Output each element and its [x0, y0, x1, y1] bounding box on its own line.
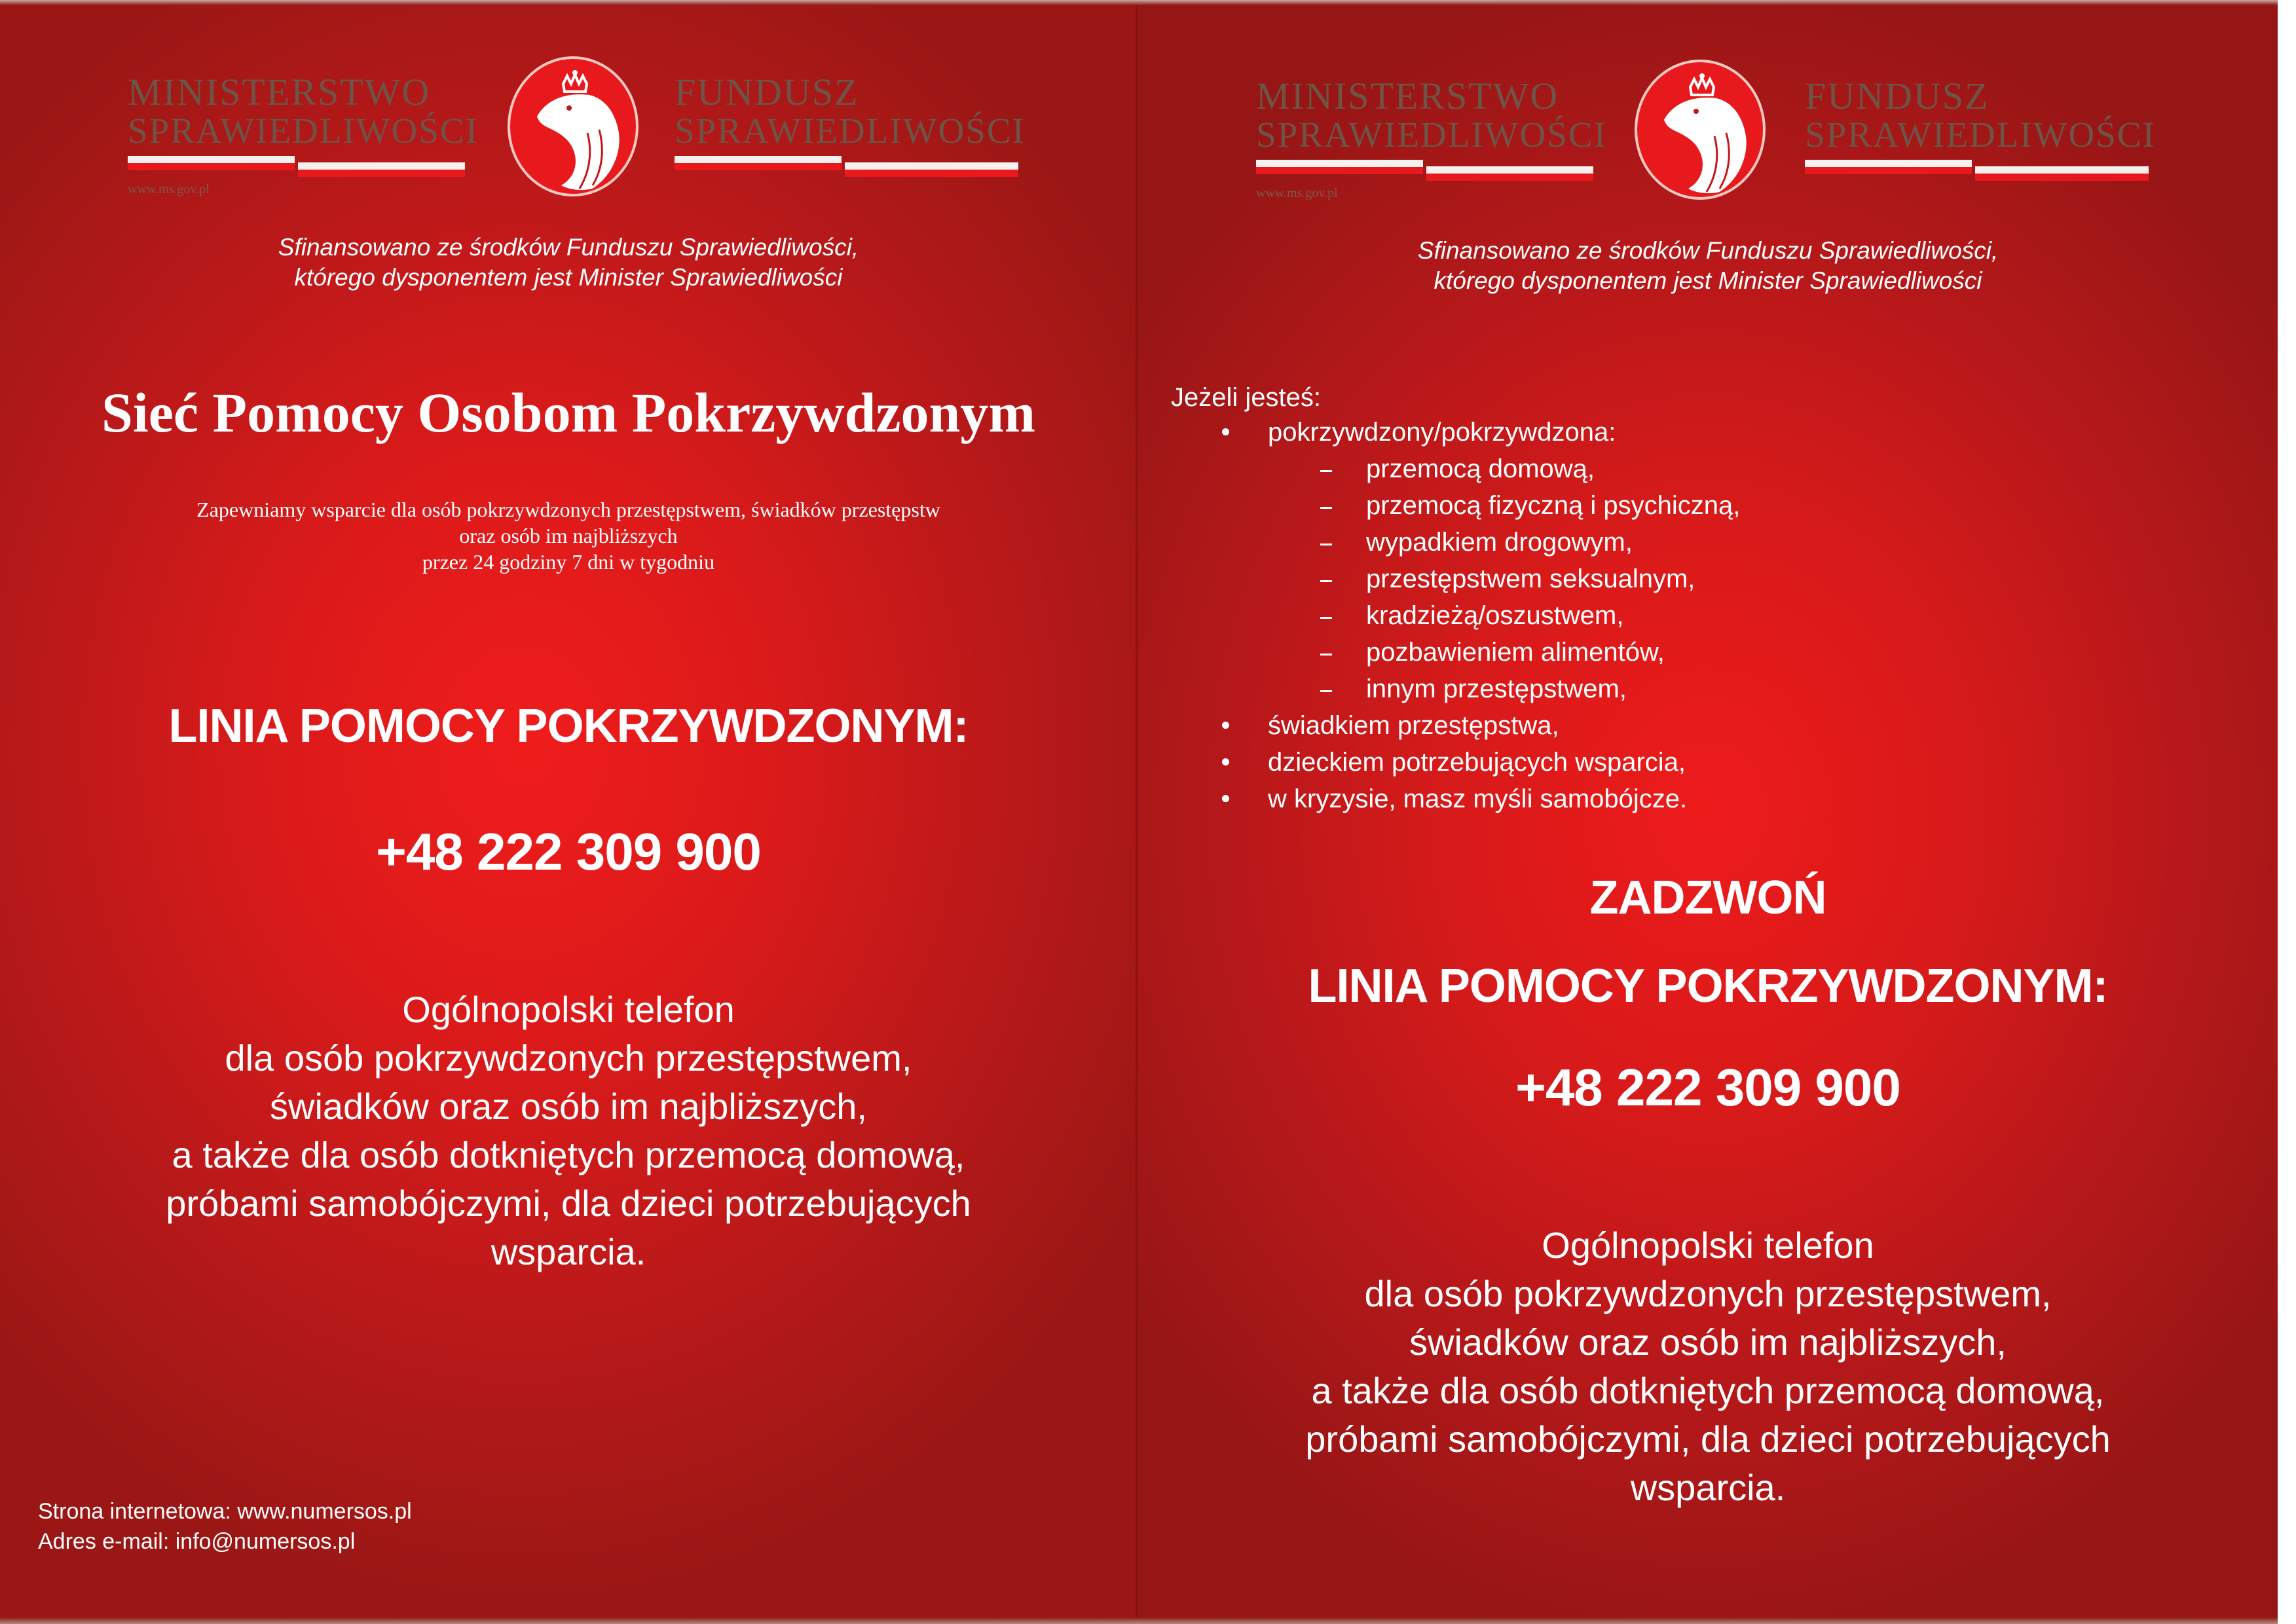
eligibility-list — [1222, 414, 2204, 817]
ministry-url: www.ms.gov.pl — [1256, 186, 1338, 200]
list-sub-item — [1320, 451, 2204, 487]
flag-bar — [1805, 160, 1972, 174]
left-panel — [0, 0, 1137, 1624]
funding-notice-line: którego dysponentem jest Minister Sprawiedliwości — [1434, 267, 1982, 294]
list-item-text: przemocą fizyczną i psychiczną, — [1366, 491, 1741, 520]
list-item — [1222, 707, 2204, 744]
ministry-url: www.ms.gov.pl — [128, 182, 210, 196]
list-item-text: pozbawieniem alimentów, — [1366, 638, 1665, 667]
helpline-heading: LINIA POMOCY POKRZYWDZONYM: — [1308, 960, 2108, 1012]
support-statement-line: Zapewniamy wsparcie dla osób pokrzywdzonych przestępstwem, świadków przestępstw — [196, 498, 940, 521]
funding-notice — [1137, 236, 2279, 296]
contact-footer — [38, 1496, 412, 1557]
dash-icon — [1320, 617, 1332, 619]
list-item — [1222, 781, 2204, 817]
paper-bottom-edge — [0, 1617, 2279, 1624]
funding-notice — [0, 232, 1137, 293]
list-sub-item — [1320, 561, 2204, 597]
list-sub-item — [1320, 524, 2204, 561]
ministry-name-line2: SPRAWIEDLIWOŚCI — [1256, 115, 1607, 155]
list-item-text: dzieckiem potrzebujących wsparcia, — [1268, 748, 1686, 777]
dash-icon — [1320, 470, 1332, 472]
list-sub-item — [1320, 671, 2204, 707]
dash-icon — [1320, 544, 1332, 545]
funding-notice-line: którego dysponentem jest Minister Sprawiedliwości — [294, 264, 843, 291]
description-line: Ogólnopolski telefon — [402, 989, 735, 1030]
flag-bar — [1975, 166, 2149, 181]
description-line: świadków oraz osób im najbliższych, — [270, 1086, 867, 1127]
fund-name-line1: FUNDUSZ — [1805, 75, 1990, 117]
scan-margin — [2278, 0, 2296, 1624]
fund-name-line2: SPRAWIEDLIWOŚCI — [1805, 115, 2156, 155]
flag-bar — [675, 156, 842, 170]
network-title: Sieć Pomocy Osobom Pokrzywdzonym — [101, 381, 1035, 444]
description-line: wsparcia. — [491, 1231, 646, 1272]
list-item-text: świadkiem przestępstwa, — [1268, 711, 1559, 740]
crowned-eagle-icon — [501, 54, 645, 198]
call-heading: ZADZWOŃ — [1589, 872, 1826, 924]
helpline-phone-number[interactable]: +48 222 309 900 — [1515, 1058, 1900, 1116]
crowned-eagle-icon — [1628, 58, 1772, 202]
helpline-heading: LINIA POMOCY POKRZYWDZONYM: — [168, 700, 969, 752]
list-item-text: pokrzywdzony/pokrzywdzona: — [1268, 418, 1616, 447]
list-item-text: w kryzysie, masz myśli samobójcze. — [1268, 784, 1688, 813]
support-statement-line: oraz osób im najbliższych — [459, 524, 678, 547]
list-item-text: kradzieżą/oszustwem, — [1366, 601, 1624, 630]
dash-icon — [1320, 580, 1332, 582]
description-line: świadków oraz osób im najbliższych, — [1409, 1321, 2007, 1363]
list-sub-item — [1320, 597, 2204, 634]
list-item-text: przestępstwem seksualnym, — [1366, 564, 1695, 593]
list-item-text: przemocą domową, — [1366, 454, 1595, 483]
dash-icon — [1320, 690, 1332, 692]
dash-icon — [1320, 654, 1332, 655]
panel-fold-line — [1136, 0, 1138, 1624]
fund-name-line1: FUNDUSZ — [675, 71, 859, 113]
email-link[interactable]: Adres e-mail: info@numersos.pl — [38, 1529, 356, 1554]
ministry-name-line1: MINISTERSTWO — [1256, 75, 1559, 117]
paper-top-edge — [0, 0, 2279, 5]
bullet-icon — [1222, 428, 1229, 435]
list-sub-item — [1320, 487, 2204, 524]
ministry-name-line1: MINISTERSTWO — [128, 71, 431, 113]
description-line: a także dla osób dotkniętych przemocą domową, — [172, 1134, 965, 1175]
support-statement-line: przez 24 godziny 7 dni w tygodniu — [422, 550, 715, 574]
list-item-text: wypadkiem drogowym, — [1366, 528, 1633, 557]
support-statement — [0, 496, 1137, 575]
list-item-text: innym przestępstwem, — [1366, 674, 1627, 703]
list-item — [1222, 744, 2204, 781]
funding-notice-line: Sfinansowano ze środków Funduszu Sprawiedliwości, — [1417, 237, 1999, 264]
description-line: dla osób pokrzywdzonych przestępstwem, — [225, 1037, 912, 1079]
helpline-phone-number[interactable]: +48 222 309 900 — [376, 822, 761, 881]
bullet-icon — [1222, 795, 1229, 802]
bullet-icon — [1222, 758, 1229, 766]
bullet-icon — [1222, 722, 1229, 729]
description-line: próbami samobójczymi, dla dzieci potrzebujących — [166, 1183, 971, 1224]
fund-name-line2: SPRAWIEDLIWOŚCI — [675, 111, 1026, 151]
dash-icon — [1320, 507, 1332, 509]
helpline-description — [0, 986, 1137, 1276]
flag-bar — [1426, 166, 1593, 181]
eligibility-intro: Jeżeli jesteś: — [1171, 383, 1321, 412]
list-sub-item — [1320, 634, 2204, 671]
right-panel — [1137, 0, 2279, 1624]
description-line: próbami samobójczymi, dla dzieci potrzebujących — [1305, 1418, 2111, 1460]
flag-bar — [1256, 160, 1423, 174]
description-line: Ogólnopolski telefon — [1542, 1225, 1874, 1266]
description-line: dla osób pokrzywdzonych przestępstwem, — [1364, 1273, 2052, 1314]
description-line: wsparcia. — [1630, 1467, 1786, 1508]
flag-bar — [128, 156, 295, 170]
website-link[interactable]: Strona internetowa: www.numersos.pl — [38, 1499, 412, 1524]
description-line: a także dla osób dotkniętych przemocą domową, — [1311, 1370, 2105, 1411]
helpline-description — [1137, 1221, 2279, 1512]
flag-bar — [845, 162, 1018, 177]
ministry-name-line2: SPRAWIEDLIWOŚCI — [128, 111, 479, 151]
list-item — [1222, 414, 2204, 451]
funding-notice-line: Sfinansowano ze środków Funduszu Sprawiedliwości, — [278, 234, 859, 261]
flag-bar — [298, 162, 465, 177]
